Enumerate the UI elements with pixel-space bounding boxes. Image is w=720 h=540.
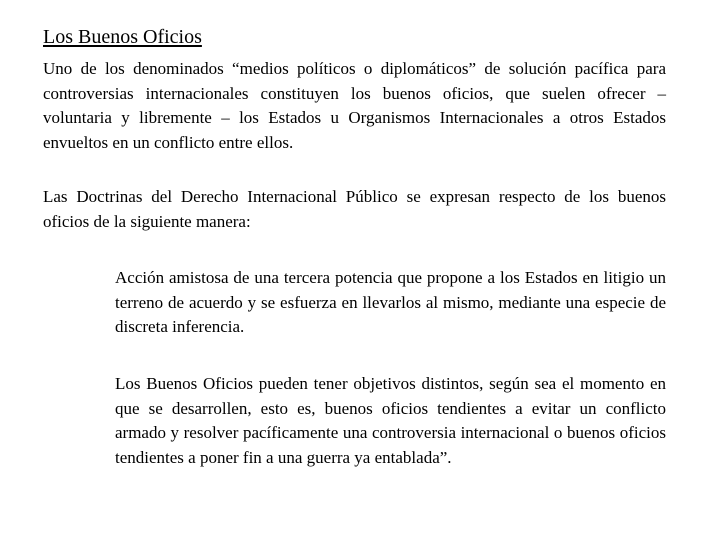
intro-paragraph: Uno de los denominados “medios políticos o diplomáticos” de solución pacífica para controversias internacionales constituyen los buenos oficios, que suelen ofrecer – voluntaria y libremente – los Estados u Organismos Internacionales a otros Estados envueltos en un conflicto entre ellos.: [43, 59, 666, 152]
quote-objectives: Los Buenos Oficios pueden tener objetivos distintos, según sea el momento en que se desarrollen, esto es, buenos oficios tendientes a evitar un conflicto armado y resolver pacíficamente una controversia internacional o buenos oficios tendientes a poner fin a una guerra ya entablada”.: [115, 374, 666, 467]
slide-title: Los Buenos Oficios: [43, 26, 202, 48]
quote-definition: Acción amistosa de una tercera potencia que propone a los Estados en litigio un terreno de acuerdo y se esfuerza en llevarlos al mismo, mediante una especie de discreta inferencia.: [115, 268, 666, 336]
doctrine-paragraph: Las Doctrinas del Derecho Internacional Público se expresan respecto de los buenos oficios de la siguiente manera:: [43, 187, 666, 231]
